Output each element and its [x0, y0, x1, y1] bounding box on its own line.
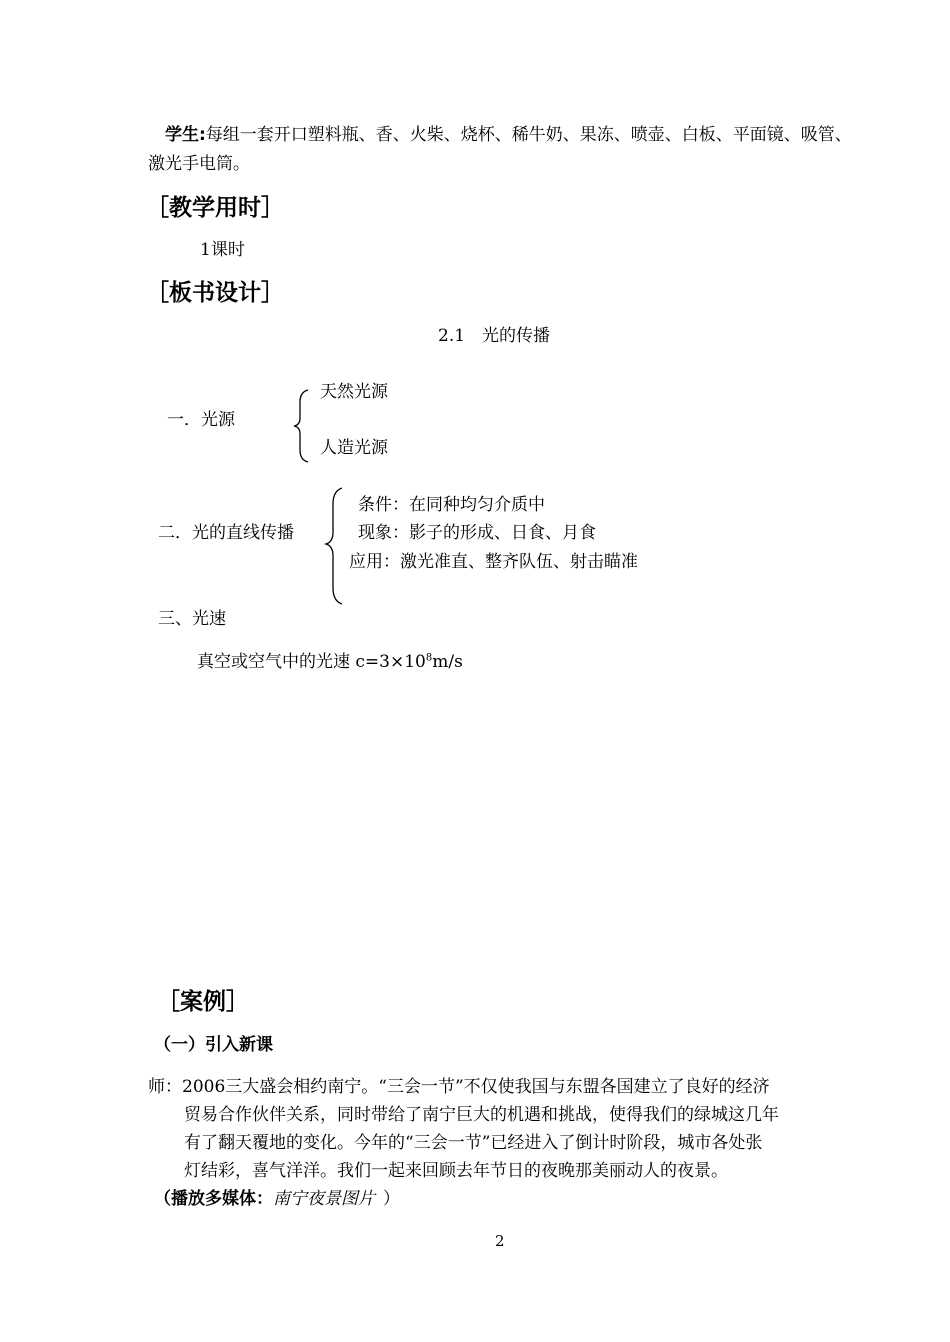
section1-item-artificial: 人造光源 [320, 438, 388, 458]
case-paragraph-line4: 灯结彩，喜气洋洋。我们一起来回顾去年节日的夜晚那美丽动人的夜景。 [184, 1161, 728, 1181]
materials-text: 每组一套开口塑料瓶、香、火柴、烧杯、稀牛奶、果冻、喷壶、白板、平面镜、吸管、 [205, 125, 852, 145]
teaching-time-value: 1课时 [200, 240, 245, 260]
page-number: 2 [495, 1232, 505, 1250]
media-label: （播放多媒体： [154, 1189, 273, 1209]
case-paragraph-line2: 贸易合作伙伴关系，同时带给了南宁巨大的机遇和挑战，使得我们的绿城这几年 [184, 1105, 779, 1125]
case-heading: ［案例］ [157, 989, 249, 1015]
board-title: 2.1 光的传播 [438, 326, 551, 346]
section1-brace [292, 388, 312, 464]
board-design-heading: ［板书设计］ [146, 280, 284, 306]
light-speed-text: 真空或空气中的光速 c=3×10 [197, 652, 426, 672]
media-value: 南宁夜景图片 [273, 1189, 375, 1209]
teaching-time-heading: ［教学用时］ [146, 195, 284, 221]
materials-label: 学生: [165, 125, 206, 145]
section2-item-application: 应用：激光准直、整齐队伍、射击瞄准 [349, 552, 638, 572]
section2-item-condition: 条件：在同种均匀介质中 [358, 495, 545, 515]
media-close: ） [383, 1189, 400, 1209]
materials-line2: 激光手电筒。 [148, 154, 250, 174]
light-speed-exponent: 8 [425, 652, 433, 664]
light-speed-line [197, 647, 463, 672]
section3-label: 三、光速 [158, 609, 226, 629]
materials-line1 [165, 120, 852, 145]
light-speed-unit: m/s [432, 652, 463, 672]
section2-label: 二．光的直线传播 [158, 523, 294, 543]
section2-item-phenomenon: 现象：影子的形成、日食、月食 [358, 523, 596, 543]
media-line [154, 1184, 400, 1209]
section1-item-natural: 天然光源 [320, 382, 388, 402]
case-paragraph-line1: 师：2006三大盛会相约南宁。“三会一节”不仅使我国与东盟各国建立了良好的经济 [148, 1077, 770, 1097]
case-paragraph-line3: 有了翻天覆地的变化。今年的“三会一节”已经进入了倒计时阶段，城市各处张 [184, 1133, 763, 1153]
case-subheading: （一）引入新课 [154, 1035, 273, 1055]
section2-brace [324, 486, 346, 606]
section1-label: 一．光源 [167, 410, 235, 430]
